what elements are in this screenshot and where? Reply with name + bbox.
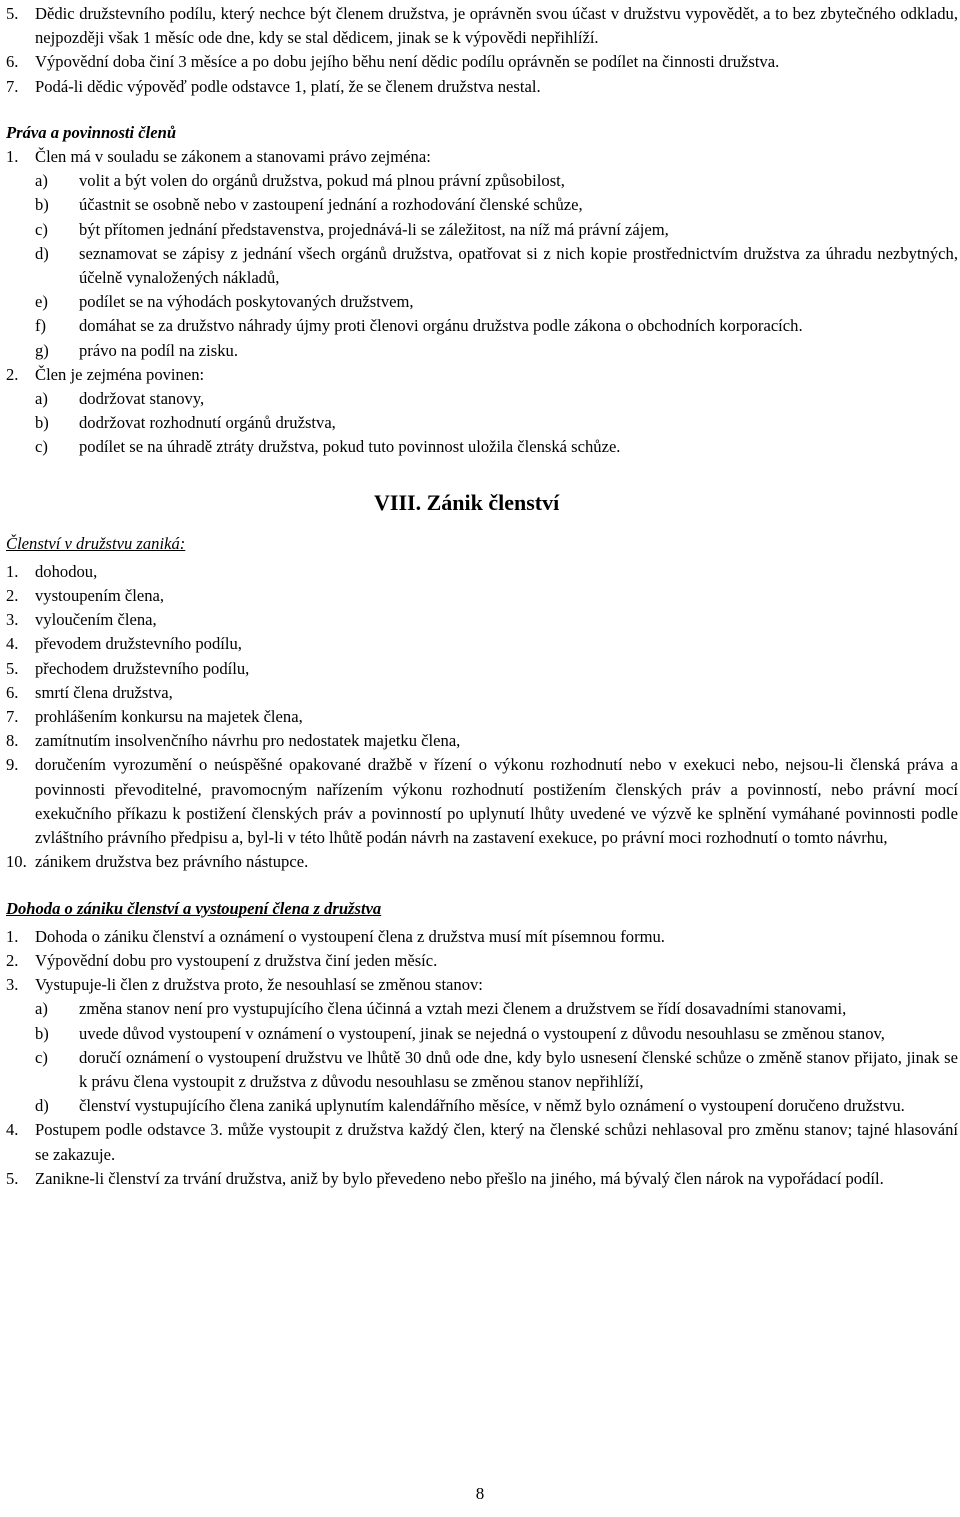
list-item <box>6 2 958 50</box>
item-text: zánikem družstva bez právního nástupce. <box>35 852 309 872</box>
list-item <box>6 925 958 949</box>
item-number: 1. <box>6 926 19 946</box>
item-number: 5. <box>6 658 19 678</box>
item-text: podílet se na úhradě ztráty družstva, pokud tuto povinnost uložila členská schůze. <box>79 437 621 457</box>
list-item <box>6 632 958 656</box>
item-text: uvede důvod vystoupení v oznámení o vystoupení, jinak se nejedná o vystoupení z důvodu nesouhlasu se změnou stanov, <box>79 1023 885 1043</box>
rights-heading: Práva a povinnosti členů <box>6 122 177 142</box>
item-number: 7. <box>6 707 19 727</box>
list-item <box>6 705 958 729</box>
item-label: a) <box>35 999 48 1019</box>
item-number: 3. <box>6 975 19 995</box>
item-text: domáhat se za družstvo náhrady újmy proti členovi orgánu družstva podle zákona o obchodních korporacích. <box>79 316 803 336</box>
list-item <box>6 387 958 411</box>
item-text: vystoupením člena, <box>35 586 165 606</box>
item-label: f) <box>35 316 47 336</box>
item-number: 8. <box>6 731 19 751</box>
item-text: právo na podíl na zisku. <box>79 340 238 360</box>
item-text: Vystupuje-li člen z družstva proto, že nesouhlasí se změnou stanov: <box>35 975 483 995</box>
agreement-heading: Dohoda o zániku členství a vystoupení člena z družstva <box>6 898 382 918</box>
item-text: Podá-li dědic výpověď podle odstavce 1, platí, že se členem družstva nestal. <box>35 76 541 96</box>
item-text: Výpovědní doba činí 3 měsíce a po dobu jejího běhu není dědic podílu oprávněn se podílet na činnosti družstva. <box>35 52 780 72</box>
item-text: Dohoda o zániku členství a oznámení o vystoupení člena z družstva musí mít písemnou formu. <box>35 926 665 946</box>
list-item <box>6 50 958 74</box>
list-item <box>6 608 958 632</box>
item-label: c) <box>35 437 48 457</box>
item-text: podílet se na výhodách poskytovaných družstvem, <box>79 292 414 312</box>
list-item <box>6 169 958 193</box>
item-text: Zanikne-li členství za trvání družstva, aniž by bylo převedeno nebo přešlo na jiného, má bývalý člen nárok na vypořádací podíl. <box>35 1168 884 1188</box>
item-text: dodržovat rozhodnutí orgánů družstva, <box>79 413 336 433</box>
list-item <box>6 657 958 681</box>
item-text: Člen má v souladu se zákonem a stanovami právo zejména: <box>35 147 431 167</box>
item-label: b) <box>35 413 49 433</box>
item-number: 4. <box>6 634 19 654</box>
item-text: členství vystupujícího člena zaniká uplynutím kalendářního měsíce, v němž bylo oznámení o vystoupení doručeno družstvu. <box>79 1096 905 1116</box>
list-item <box>6 1094 958 1118</box>
item-text: seznamovat se zápisy z jednání všech orgánů družstva, opatřovat si z nich kopie prostřednictvím družstva za úhradu nezbytných, účelně vynaložených nákladů, <box>79 243 958 288</box>
item-number: 6. <box>6 682 19 702</box>
item-label: g) <box>35 340 49 360</box>
list-item <box>6 584 958 608</box>
termination-heading: Členství v družstvu zaniká: <box>6 533 186 553</box>
document-page <box>6 2 958 1191</box>
item-number: 4. <box>6 1120 19 1140</box>
item-number: 2. <box>6 950 19 970</box>
item-number: 3. <box>6 610 19 630</box>
item-text: Postupem podle odstavce 3. může vystoupit z družstva každý člen, který na členské schůzi nehlasoval pro změnu stanov; tajné hlasování se zakazuje. <box>35 1120 958 1164</box>
list-item <box>6 290 958 314</box>
list-item <box>6 435 958 459</box>
chapter-title: VIII. Zánik členství <box>374 489 560 515</box>
list-item <box>6 681 958 705</box>
item-text: zamítnutím insolvenčního návrhu pro nedostatek majetku člena, <box>35 731 461 751</box>
list-item <box>6 729 958 753</box>
item-label: d) <box>35 1096 49 1116</box>
item-number: 5. <box>6 4 19 23</box>
list-item <box>6 560 958 584</box>
item-text: volit a být volen do orgánů družstva, pokud má plnou právní způsobilost, <box>79 171 565 191</box>
list-item <box>6 218 958 242</box>
item-number: 2. <box>6 364 19 384</box>
list-item <box>6 973 958 997</box>
list-item <box>6 949 958 973</box>
list-item <box>6 75 958 99</box>
list-item <box>6 411 958 435</box>
list-item <box>6 339 958 363</box>
list-item <box>6 850 958 874</box>
item-label: d) <box>35 243 49 263</box>
item-text: dodržovat stanovy, <box>79 389 205 409</box>
item-number: 6. <box>6 52 19 72</box>
rights-paragraph-1 <box>6 145 958 169</box>
item-text: doručením vyrozumění o neúspěšné opakované dražbě v řízení o výkonu rozhodnutí nebo v exekuci nebo, nejsou-li členská práva a povinnosti převoditelné, pravomocným nařízením výkonu rozhodnutí postižením členských práv a povinností, nebo právní mocí exekučního příkazu k postižení členských práv a povinností po uplynutí lhůty uvedené ve výzvě ke splnění vymáhané povinnosti podle zvláštního právního předpisu a, byl-li v této lhůtě podán návrh na zastavení exekuce, po právní moci rozhodnutí o tomto návrhu, <box>35 755 958 848</box>
list-item <box>6 193 958 217</box>
item-number: 2. <box>6 586 19 606</box>
list-item <box>6 1022 958 1046</box>
item-text: smrtí člena družstva, <box>35 682 173 702</box>
item-number: 1. <box>6 147 19 167</box>
item-text: přechodem družstevního podílu, <box>35 658 250 678</box>
item-text: být přítomen jednání představenstva, projednává-li se záležitost, na níž má právní zájem, <box>79 219 669 239</box>
list-item <box>6 1118 958 1166</box>
item-text: vyloučením člena, <box>35 610 157 630</box>
list-item <box>6 1167 958 1191</box>
item-text: převodem družstevního podílu, <box>35 634 242 654</box>
item-label: e) <box>35 292 48 312</box>
item-number: 1. <box>6 561 19 581</box>
item-number: 10. <box>6 852 27 872</box>
list-item <box>6 997 958 1021</box>
list-item <box>6 753 958 850</box>
item-text: doručí oznámení o vystoupení družstvu ve lhůtě 30 dnů ode dne, kdy bylo usnesení členské schůze o změně stanov přijato, jinak se k právu člena vystoupit z družstva z důvodu nesouhlasu se změnou stanov nepřihlíží, <box>79 1047 958 1091</box>
list-item <box>6 242 958 290</box>
item-number: 9. <box>6 755 19 775</box>
top-items <box>6 2 958 99</box>
list-item <box>6 314 958 338</box>
item-number: 5. <box>6 1168 19 1188</box>
list-item <box>6 1046 958 1094</box>
item-label: a) <box>35 389 48 409</box>
item-text: prohlášením konkursu na majetek člena, <box>35 707 303 727</box>
item-label: b) <box>35 195 49 215</box>
item-label: c) <box>35 219 48 239</box>
item-text: změna stanov není pro vystupujícího člena účinná a vztah mezi členem a družstvem se řídí dosavadními stanovami, <box>79 999 847 1019</box>
item-number: 7. <box>6 76 19 96</box>
page-number: 8 <box>475 1484 485 1503</box>
item-label: a) <box>35 171 48 191</box>
item-text: Člen je zejména povinen: <box>35 364 205 384</box>
item-label: b) <box>35 1023 49 1043</box>
item-text: účastnit se osobně nebo v zastoupení jednání a rozhodování členské schůze, <box>79 195 583 215</box>
item-text: dohodou, <box>35 561 98 581</box>
item-text: Výpovědní dobu pro vystoupení z družstva činí jeden měsíc. <box>35 950 438 970</box>
rights-paragraph-2 <box>6 363 958 387</box>
item-label: c) <box>35 1047 48 1067</box>
item-text: Dědic družstevního podílu, který nechce být členem družstva, je oprávněn svou účast v družstvu vypovědět, a to bez zbytečného odkladu, nejpozději však 1 měsíc ode dne, kdy se stal dědicem, jinak se k výpovědi nepřihlíží. <box>35 4 958 48</box>
